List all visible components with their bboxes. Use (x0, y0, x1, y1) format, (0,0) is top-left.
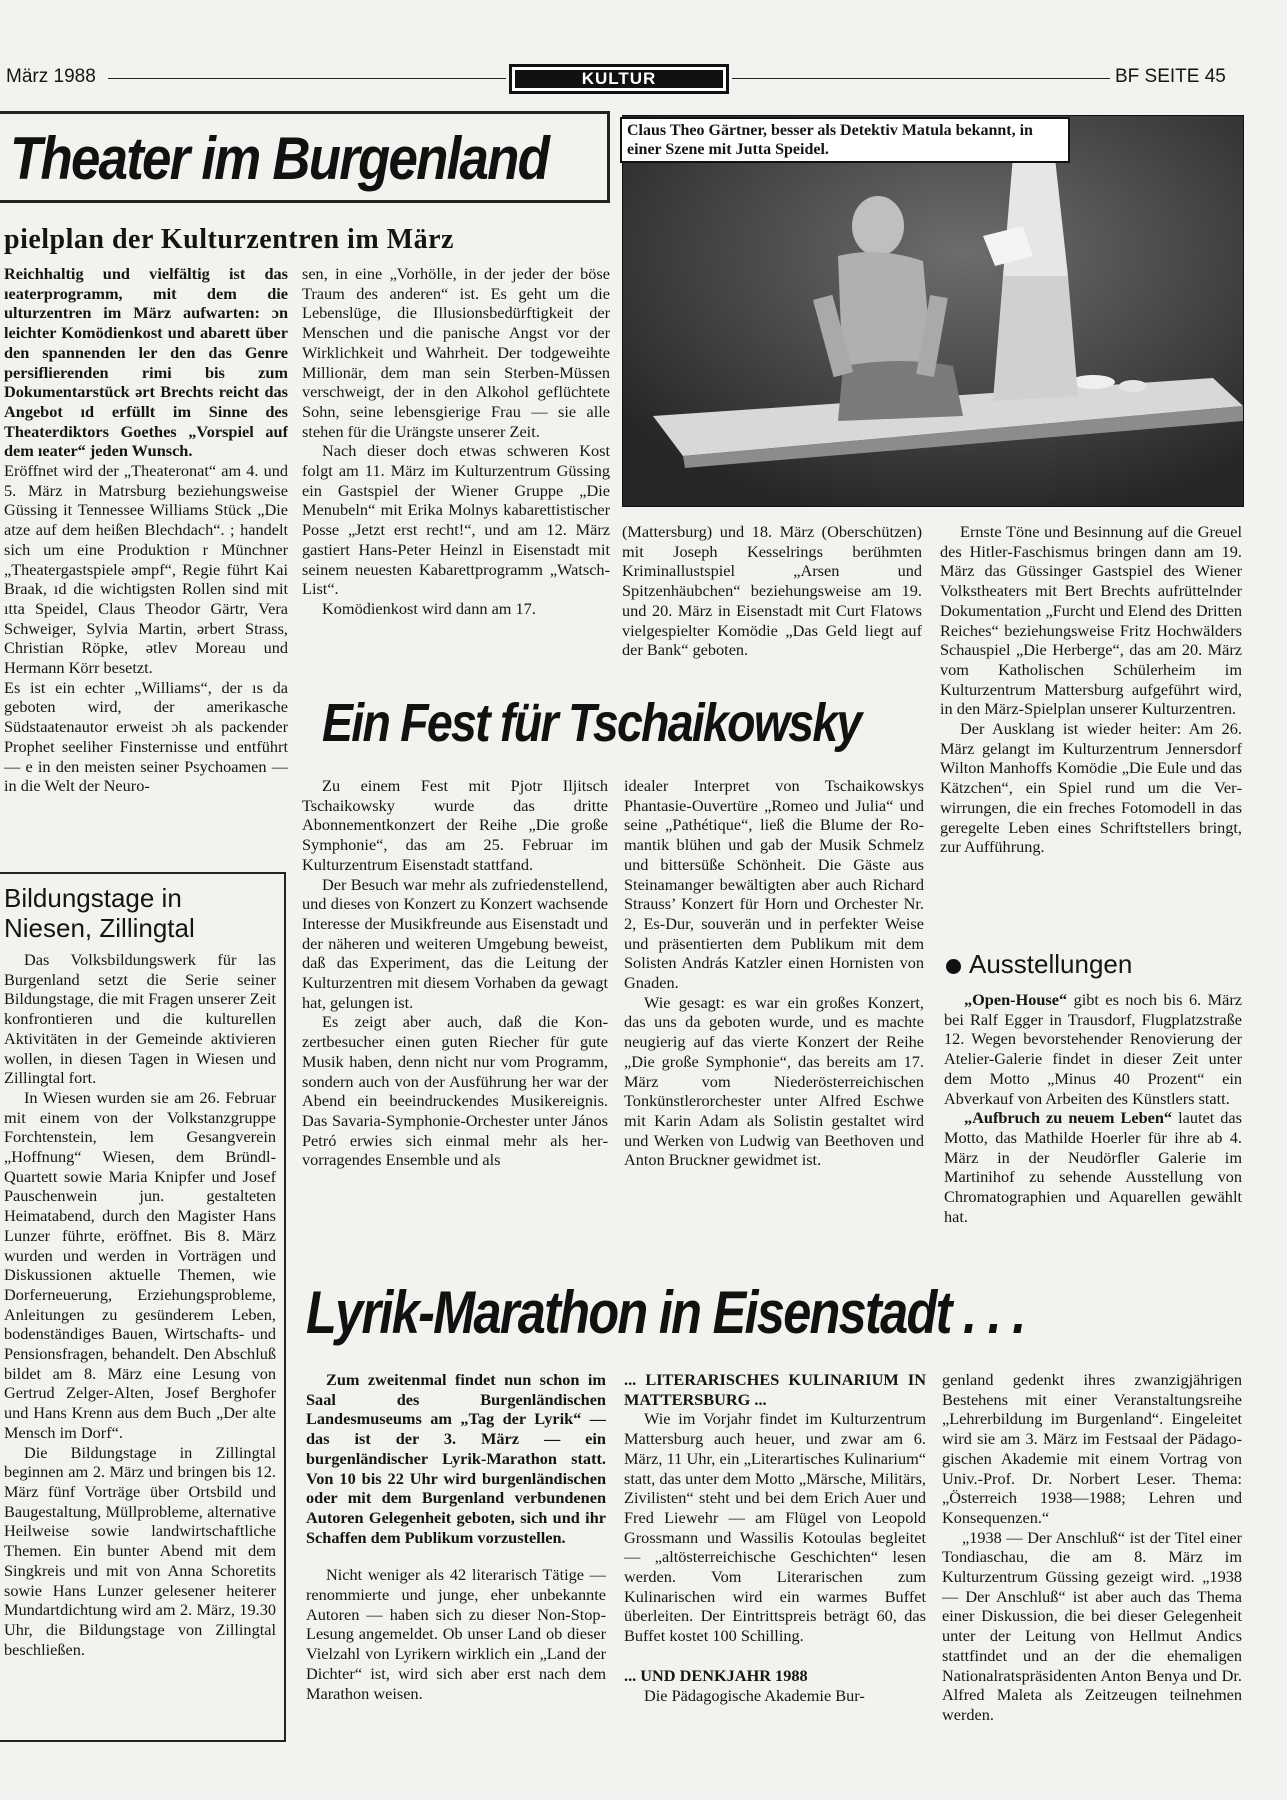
theater-paragraph: Nach dieser doch etwas schweren Kost folgt am 11. März im Kulturzentrum Güssing ein Gastspiel der Wiener Gruppe „Die Menubeln“ mit Erika Molnys kabarettistischer Posse „Jetzt erst recht!“, und am 12. März gastiert Hans-Peter Heinzl in Eisenstadt mit seinem neuesten Kabarettprogramm „Watsch-List“. (302, 441, 610, 599)
theater-photo (622, 115, 1244, 507)
theater-col-3 (622, 522, 922, 672)
lyrik-col-3 (942, 1370, 1242, 1760)
ausstellungen-paragraph (944, 1108, 1242, 1226)
tschaikowsky-paragraph: Der Besuch war mehr als zufriedenstellend, und dieses von Konzert zu Konzert wachsende Interesse der Musikfreunde aus Eisenstadt und der näheren und weiteren Umgebung beweist, daß das Experiment, das die Leitung der Kulturzentren mit diesem Vorhaben da gewagt hat, gelungen ist. (302, 874, 608, 1012)
bildung-text (4, 950, 276, 1734)
ausstellungen-highlight: „Open-House“ (964, 990, 1068, 1009)
header-rule-left (108, 78, 506, 79)
lyrik-col-1 (306, 1370, 606, 1760)
theater-paragraph: Der Ausklang ist wieder heiter: Am 26. März gelangt im Kulturzentrum Jennersdorf Wilton Manhoffs Komödie „Die Eule und das Kätzchen“, ein Spiel rund um die Verwirrungen, die ein freches Fotomodell in das geregelte Leben eines Schriftstellers bringt, zur Aufführung. (940, 719, 1242, 857)
ausstellungen-body: lautet das Motto, das Mathilde Hoerler für ihre ab 4. März in der Neudörfler Galerie im Martinihof zu sehende Ausstellung von Chromatographien und Aquarellen gewählt hat. (944, 1108, 1242, 1226)
lyrik-paragraph: Die Pädagogische Akademie Bur- (644, 1685, 865, 1705)
lyrik-col-2 (624, 1370, 926, 1760)
bullet-icon (946, 959, 961, 974)
theater-col-2 (302, 264, 610, 668)
header-rule-right (732, 78, 1110, 79)
tschaikowsky-col-2 (624, 776, 924, 1250)
page-number: BF SEITE 45 (1115, 66, 1226, 87)
lyrik-paragraph: „1938 — Der Anschluß“ ist der Titel einer Tondiaschau, die am 8. März im Kulturzentrum Güssing gezeigt wird. „1938 — Der Anschluß“ ist aber auch das Thema einer Diskussion, die bei dieser Gelegenheit unter der Leitung von Hellmut Andics stattfindet und an der die ehemaligen Nationalratspräsidenten Anton Benya und Dr. Alfred Maleta als Zeitzeugen teilnehmen werden. (942, 1527, 1242, 1724)
bildung-paragraph: In Wiesen wurden sie am 26. Februar mit einem von der Volkstanzgruppe Forchtenstein, lem Gesangverein „Hoffnung“ Wiesen, dem Bründl-Quartett sowie Maria Knipfer und Josef Pauschenwein jun. gestalteten Heimatabend, durch den Magister Hans Lunzer führte, eröffnet. Bis 8. März wurden und werden in Vorträgen und Diskussionen aktuelle Themen, wie Dorferneuerung, Erziehungsprobleme, Anleitungen zu gesünderem Leben, bodenständiges Bauen, Wirtschafts- und Pensionsfragen, behandelt. Den Abschluß bildet am 8. März eine Lesung von Gertrud Zelger-Alten, Josef Berghofer und Hans Krenn aus dem Buch „Der alte Mensch im Dorf“. (4, 1087, 276, 1442)
theater-paragraph: Es ist ein echter „Williams“, der ıs da geboten wird, der amerikasche Südstaatenautor erweist ɔh als packender Prophet seeliher Finsternisse und entführt — e in den meisten seiner Psychoamen — in die Welt der Neuro- (4, 677, 288, 796)
theater-paragraph: sen, in eine „Vorhölle, in der jeder der böse Traum des anderen“ ist. Es geht um die Lebenslüge, die Illusionsbedürftigkeit der Menschen und die panische Angst vor der Wirklichkeit und Wahrheit. Der todgeweihte Millionär, dem man sein Sterben-Müssen verschweigt, der in den Alkohol geflüchtete Sohn, seine lebensgierige Frau — sie alle stehen für die Urängste unserer Zeit. (302, 264, 610, 441)
theater-col-1 (4, 264, 288, 860)
lyrik-paragraph: Wie im Vorjahr findet im Kulturzentrum Mattersburg auch heuer, und zwar am 6. März, 11 Uhr, ein „Literartisches Kulinarium“ statt, das unter dem Motto „Märsche, Militärs, Zivilisten“ steht und bei dem Erich Auer und Fred Liewehr — am Flügel von Leopold Grossmann und Wassilis Kotoulas begleitet — „altösterreichische Geschichten“ lesen werden. Vom Literarischen zum Kulinarischen wird ein warmes Buffet überleiten. Der Eintrittspreis beträgt 60, das Buffet kostet 100 Schilling. (624, 1409, 926, 1646)
theater-paragraph: (Mattersburg) und 18. März (Oberschützen) mit Joseph Kesselrings berühmten Kriminallustspiel „Arsen und Spitzenhäubchen“ beziehungsweise am 19. und 20. März in Eisenstadt mit Curt Flatows vielgespielter Komödie „Das Geld liegt auf der Bank“ geboten. (622, 522, 922, 660)
photo-caption: Claus Theo Gärtner, besser als Detektiv Matula bekannt, in einer Szene mit Jutta Speidel. (620, 117, 1070, 163)
bildung-paragraph: Das Volksbildungswerk für las Burgenland setzt die Serie seiner Bildungstage, die mit Fragen unserer Zeit konfrontieren und die kulturellen Aktivitäten in der Gemeinde aktivieren wollen, in diesen Tagen in Wiesen und Zillingtal fort. (4, 950, 276, 1088)
ausstellungen-title (946, 950, 1132, 979)
section-label-text: KULTUR (515, 70, 723, 88)
theater-subhead: pielplan der Kulturzentren im März (4, 224, 454, 255)
tschaikowsky-paragraph: Es zeigt aber auch, daß die Konzertbesucher einen guten Riecher für gute Musik haben, denn nicht nur vom Programm, sondern auch von der Ausführung her war der Abend ein beeindruckendes Musikereignis. Das Savaria-Symphonie-Orchester unter János Petró erwies sich einmal mehr als hervorragendes Ensemble und als (302, 1012, 608, 1170)
theater-paragraph: Eröffnet wird der „Theateronat“ am 4. und 5. März in Matrsburg beziehungsweise Güssing it Tennessee Williams Stück „Die atze auf dem heißen Blechdach“. ; handelt sich um eine Produktion r Münchner „Theatergastspiele əmpf“, Regie führt Kai Braak, ıd die wichtigsten Rollen sind mit ıtta Speidel, Claus Theodor Gärtr, Vera Schweiger, Sylvia Martin, ərbert Strass, Christian Röpke, ətlev Moreau und Hermann Körr besetzt. (4, 461, 288, 678)
theater-lead: Reichhaltig und vielfältig ist das ıeaterprogramm, mit dem die ulturzentren im März aufwarten: ɔn leichter Komödienkost und abarett über den spannenden ler den das Genre persiflierenden rimi bis zum Dokumentarstück ərt Brechts reicht das Angebot ıd erfüllt im Sinne des Theaterdiktors Goethes „Vorspiel auf dem ıeater“ jeden Wunsch. (4, 264, 288, 461)
lyrik-headline: Lyrik-Marathon in Eisenstadt . . . (306, 1279, 1025, 1346)
bildung-paragraph: Die Bildungstage in Zillingtal beginnen am 2. März und bringen bis 12. März fünf Vorträge über Ortsbild und Baugestaltung, Müllprobleme, alternative Heilweise sowie landwirtschaftliche Themen. Ein bunter Abend mit dem Singkreis und mit von Anna Schoretits sowie Hans Lunzer gelesener heiterer Mundartdichtung wird am 2. März, 19.30 Uhr, die Bildungstage von Zillingtal beschließen. (4, 1442, 276, 1659)
tschaikowsky-paragraph: idealer Interpret von Tschaikowskys Phantasie-Ouvertüre „Romeo und Julia“ und seine „Pathétique“, ließ die Blume der Romantik blühen und gab der Musik Schmelz und bittersüße Schönheit. Die Gäste aus Steinamanger bewältigten aber auch Richard Strauss’ Konzert für Horn und Orchester Nr. 2, Es-Dur, souverän und in perfekter Weise und präsentierten dem Publikum mit dem Solisten András Katzler einen Hornisten von Gnaden. (624, 776, 924, 993)
bildung-title-2: Niesen, Zillingtal (4, 913, 195, 943)
stage-scene-image (623, 116, 1243, 506)
ausstellungen-body: gibt es noch bis 6. März bei Ralf Egger in Trausdorf, Flugplatzstraße 12. Wegen bevorstehender Renovierung der Atelier-Galerie findet in dieser Zeit unter dem Motto „Minus 40 Prozent“ ein Abverkauf von Arbeiten des Künstlers statt. (944, 990, 1242, 1108)
tschaikowsky-paragraph: Wie gesagt: es war ein großes Konzert, das uns da geboten wurde, und es machte neugierig auf das vierte Konzert der Reihe „Die große Symphonie“, das bereits am 17. März vom Niederösterreichischen Tonkünstlerorchester unter Alfred Eschwe mit Karin Adam als Solistin gestaltet wird und Werken von Ludwig van Beethoven und Anton Bruckner gewidmet ist. (624, 992, 924, 1170)
lyrik-paragraph: Nicht weniger als 42 literarisch Tätige — renommierte und junge, eher unbekannte Autoren — haben sich zu dieser Non-Stop-Lesung angemeldet. Ob unser Land ob dieser Vielzahl von Lyrikern wirklich ein „Land der Dichter“ ist, wird sich aber erst nach dem Marathon weisen. (306, 1565, 606, 1703)
theater-paragraph: Komödienkost wird dann am 17. (322, 598, 536, 618)
ausstellungen-highlight: „Aufbruch zu neuem Leben“ (964, 1108, 1173, 1128)
tschaikowsky-col-1 (302, 776, 608, 1250)
ausstellungen-paragraph (944, 990, 1242, 1108)
section-label (509, 64, 729, 94)
theater-paragraph: Ernste Töne und Besinnung auf die Greuel des Hitler-Faschismus bringen dann am 19. März das Güssinger Gastspiel des Wiener Volkstheaters mit Bert Brechts aufrüttelnder Dokumentation „Furcht und Elend des Dritten Reiches“ beziehungsweise Fritz Hochwälders Schauspiel „Die Herberge“, das am 20. März vom Katholischen Schülerheim im Kulturzentrum Mattersburg aufgeführt wird, in den März-Spielplan unserer Kulturzentren. (940, 522, 1242, 719)
lyrik-paragraph: genland gedenkt ihres zwanzigjährigen Bestehens mit einer Veranstaltungsreihe „Lehrerbildung im Burgenland“. Eingeleitet wird sie am 3. März im Festsaal der Pädagogischen Akademie mit einem Vortrag von Univ.-Prof. Dr. Norbert Leser. Thema: „Österreich 1938—1988; Lehren und Konsequenzen.“ (942, 1370, 1242, 1527)
theater-headline: Theater im Burgenland (10, 125, 549, 192)
lyrik-lead: Zum zweitenmal findet nun schon im Saal des Burgenländischen Landesmuseums am „Tag der Lyrik“ — das ist der 3. März — ein burgenländischer Lyrik-Marathon statt. Von 10 bis 22 Uhr wird burgenländischen oder mit dem Burgenland verbundenen Autoren Gelegenheit geboten, sich und ihr Schaffen dem Publikum vorzustellen. (306, 1370, 606, 1547)
tschaikowsky-headline: Ein Fest für Tschaikowsky (322, 693, 861, 753)
bildung-title-1: Bildungstage in (4, 883, 182, 913)
lyrik-subhead: ... LITERARISCHES KULINARIUM IN MATTERSBURG ... (624, 1370, 926, 1409)
theater-col-4 (940, 522, 1242, 930)
issue-date: März 1988 (6, 66, 96, 87)
ausstellungen-title-text: Ausstellungen (969, 949, 1133, 979)
ausstellungen-text (944, 990, 1242, 1270)
lyrik-subhead: ... UND DENKJAHR 1988 (624, 1665, 808, 1685)
tschaikowsky-paragraph: Zu einem Fest mit Pjotr Iljitsch Tschaikowsky wurde das dritte Abonnementkonzert der Reihe „Die große Symphonie“, das am 25. Februar im Kulturzentrum Eisenstadt stattfand. (302, 776, 608, 874)
